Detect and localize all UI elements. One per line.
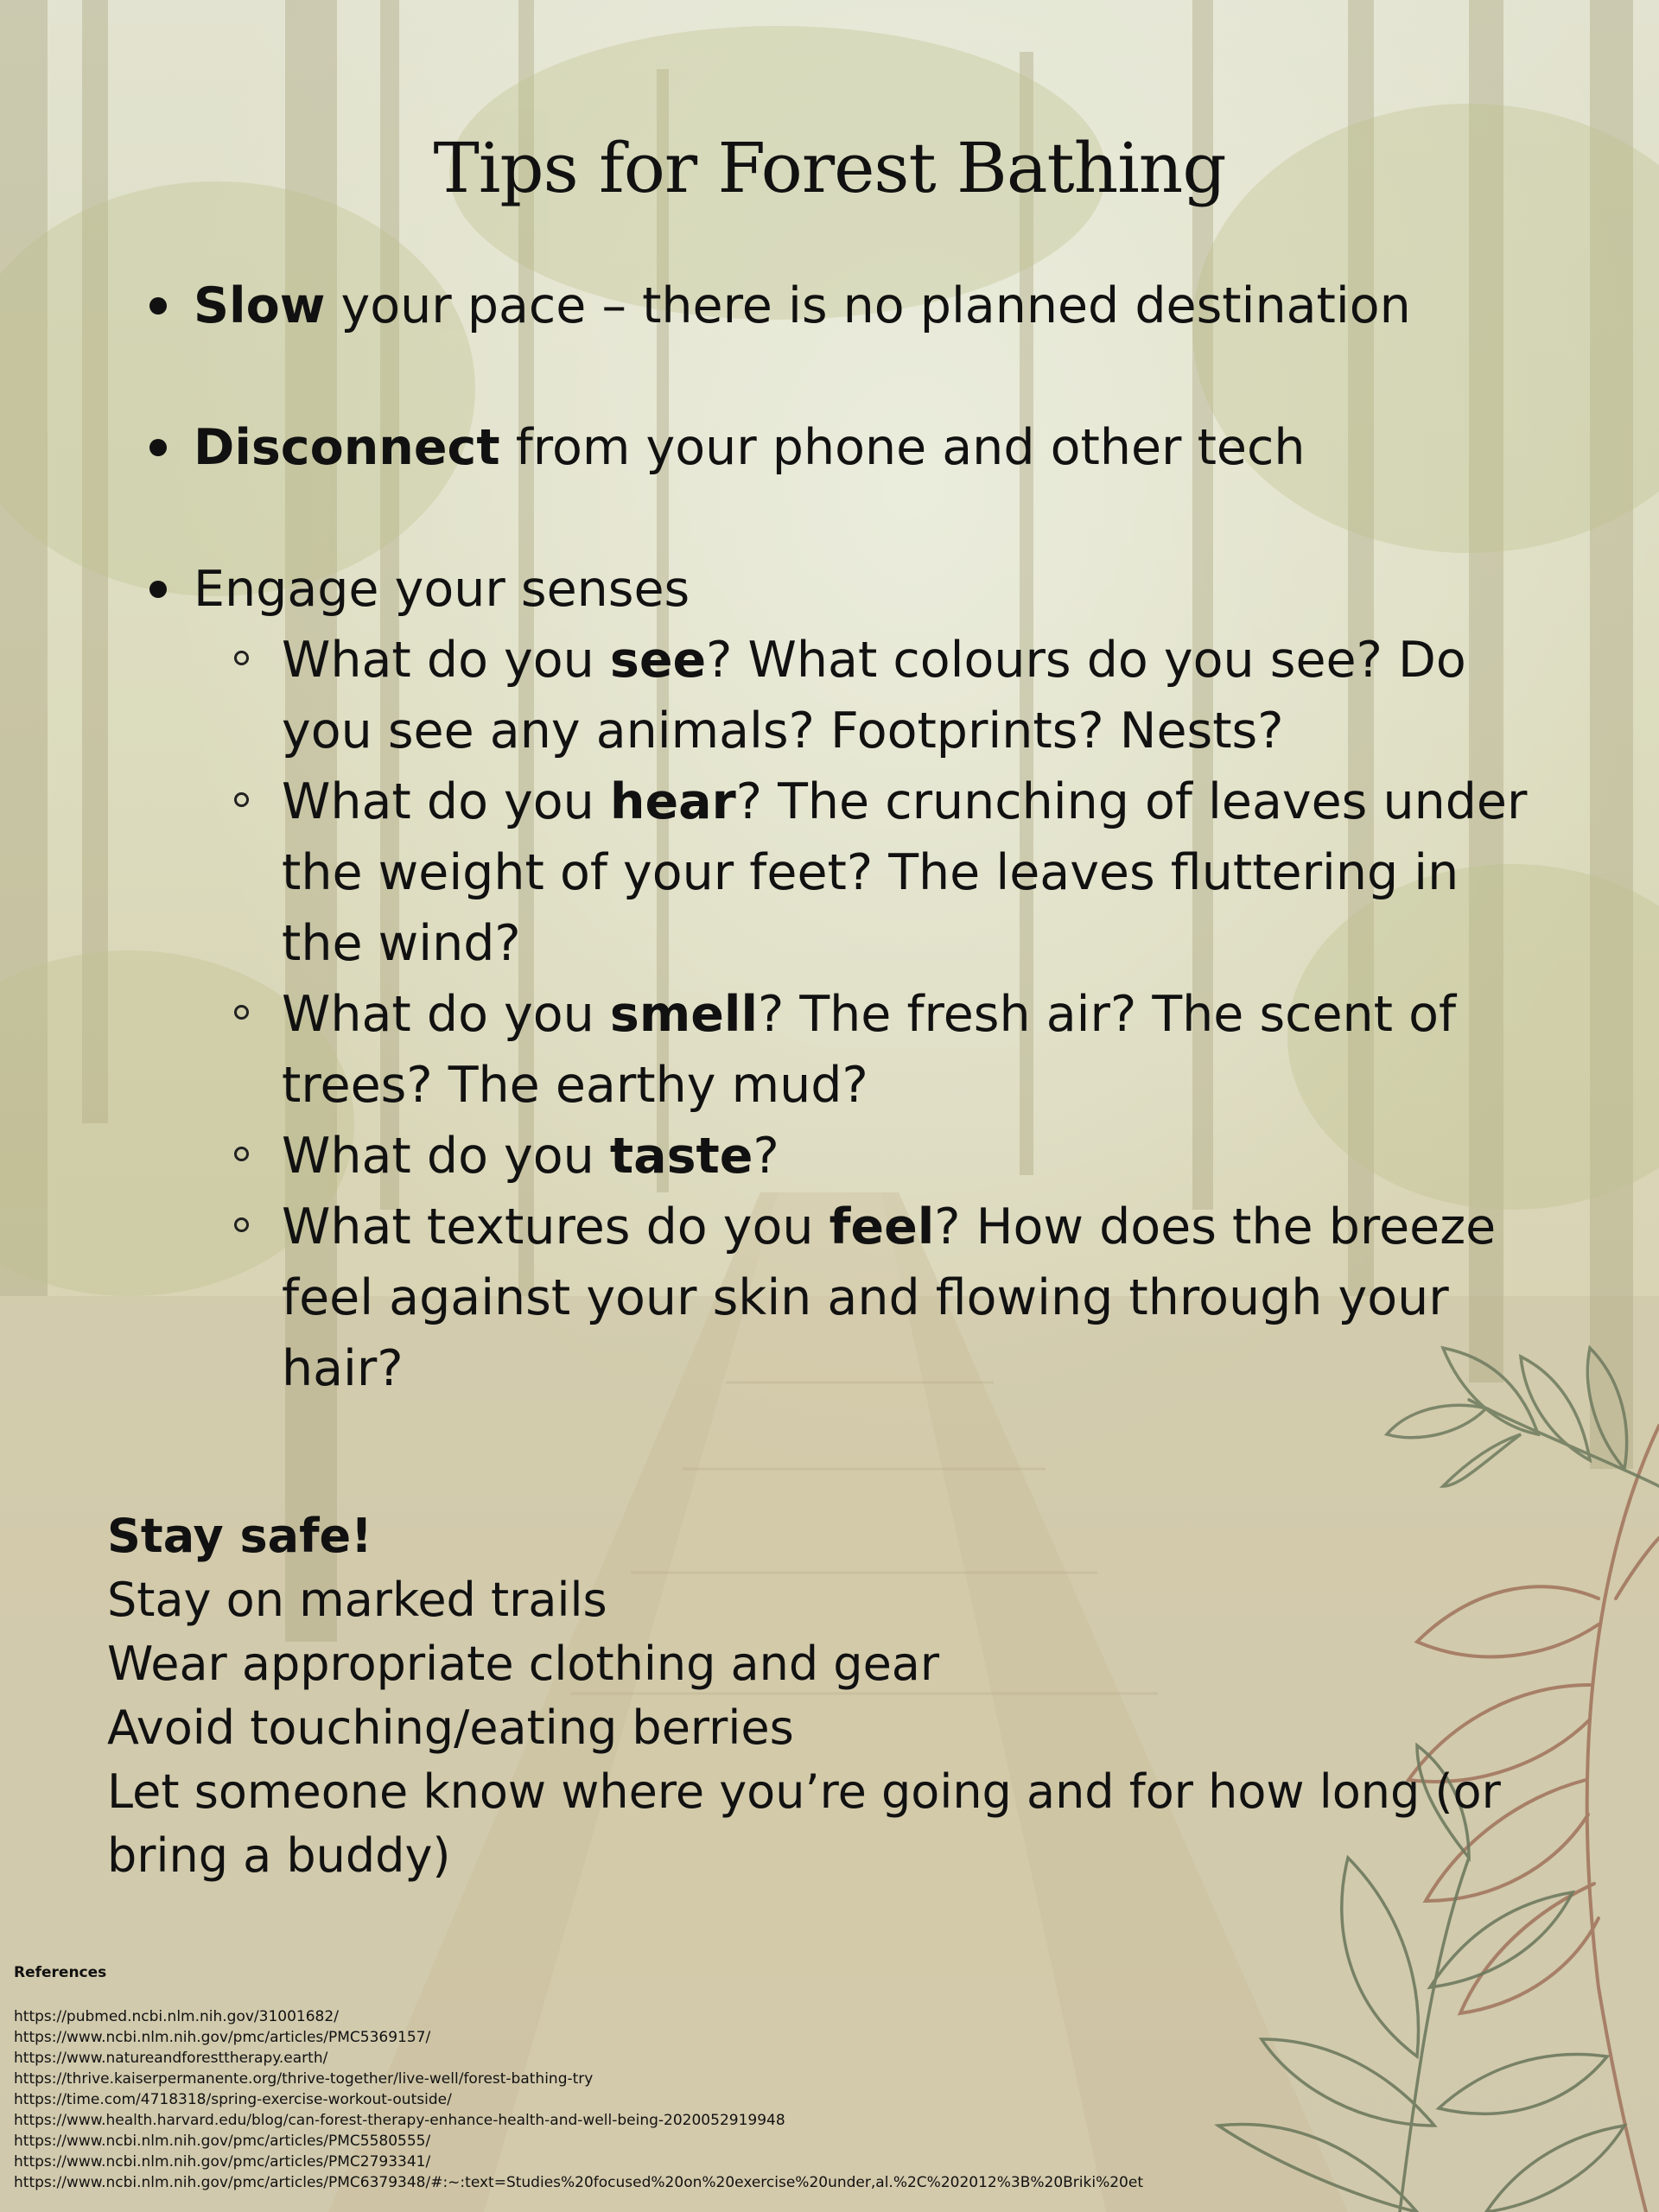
tip-text: from your phone and other tech xyxy=(499,419,1306,476)
sense-feel xyxy=(194,1192,1541,1404)
sense-text-before: What do you xyxy=(282,773,610,830)
safety-section xyxy=(107,1504,1541,1888)
tip-bold: Disconnect xyxy=(194,419,500,476)
sense-text-after: ? xyxy=(753,1128,779,1185)
safety-item: Let someone know where you’re going and for how long (or bring a buddy) xyxy=(107,1764,1501,1883)
reference-link[interactable]: https://pubmed.ncbi.nlm.nih.gov/31001682/ xyxy=(14,2008,339,2025)
sense-bold: hear xyxy=(609,773,736,830)
sense-bold: taste xyxy=(609,1128,753,1185)
sense-hear xyxy=(194,766,1541,979)
references-heading: References xyxy=(14,1964,107,1981)
reference-link[interactable]: https://www.ncbi.nlm.nih.gov/pmc/articles/PMC2793341/ xyxy=(14,2153,431,2171)
reference-link[interactable]: https://www.health.harvard.edu/blog/can-forest-therapy-enhance-health-and-well-being-2020052919948 xyxy=(14,2112,785,2129)
safety-heading: Stay safe! xyxy=(107,1509,372,1563)
sense-see xyxy=(194,625,1541,766)
sense-text-before: What do you xyxy=(282,986,610,1043)
sense-bold: smell xyxy=(609,986,758,1043)
safety-item: Avoid touching/eating berries xyxy=(107,1700,794,1755)
reference-link[interactable]: https://www.ncbi.nlm.nih.gov/pmc/articles/PMC5580555/ xyxy=(14,2133,431,2150)
reference-link[interactable]: https://www.ncbi.nlm.nih.gov/pmc/articles/PMC5369157/ xyxy=(14,2029,431,2046)
sense-taste xyxy=(194,1121,1541,1192)
tip-disconnect xyxy=(194,412,1541,483)
reference-link[interactable]: https://www.natureandforesttherapy.earth/ xyxy=(14,2050,328,2067)
sense-text-before: What do you xyxy=(282,1128,610,1185)
sense-text-after: ? The crunching of leaves under the weight of your feet? The leaves fluttering in the wind? xyxy=(282,773,1528,972)
tip-text: Engage your senses xyxy=(194,561,690,618)
tip-text: your pace – there is no planned destination xyxy=(325,277,1411,334)
tips-list xyxy=(194,270,1541,1404)
page-title: Tips for Forest Bathing xyxy=(433,128,1226,208)
reference-link[interactable]: https://www.ncbi.nlm.nih.gov/pmc/articles/PMC6379348/#:~:text=Studies%20focused%20on%20exercise%20under,al.%2C%202012%3B%20Briki%20et xyxy=(14,2174,1143,2191)
references-section xyxy=(14,1956,1396,2193)
sense-text-after: ? What colours do you see? Do you see any animals? Footprints? Nests? xyxy=(282,632,1466,760)
safety-item: Wear appropriate clothing and gear xyxy=(107,1637,940,1691)
safety-item: Stay on marked trails xyxy=(107,1573,607,1627)
sense-bold: see xyxy=(609,632,707,689)
reference-link[interactable]: https://thrive.kaiserpermanente.org/thrive-together/live-well/forest-bathing-try xyxy=(14,2070,594,2088)
tip-slow xyxy=(194,270,1541,341)
reference-link[interactable]: https://time.com/4718318/spring-exercise-workout-outside/ xyxy=(14,2091,452,2108)
sense-text-before: What do you xyxy=(282,632,610,689)
sense-text-after: ? How does the breeze feel against your skin and flowing through your hair? xyxy=(282,1198,1497,1397)
sense-text-after: ? The fresh air? The scent of trees? The earthy mud? xyxy=(282,986,1457,1114)
sense-smell xyxy=(194,979,1541,1121)
sense-text-before: What textures do you xyxy=(282,1198,830,1255)
senses-list xyxy=(194,625,1541,1404)
references-list xyxy=(14,2006,1396,2193)
tip-bold: Slow xyxy=(194,277,326,334)
sense-bold: feel xyxy=(829,1198,935,1255)
tip-senses xyxy=(194,554,1541,1404)
